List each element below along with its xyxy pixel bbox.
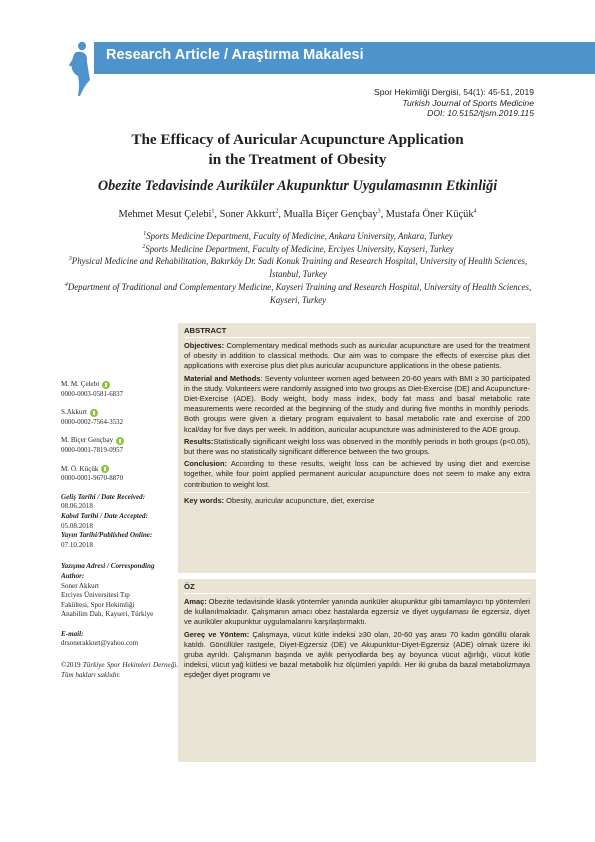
- journal-logo-icon: [66, 40, 94, 98]
- date-received: 08.06.2018: [61, 502, 93, 511]
- oz-amac: Amaç: Obezite tedavisinde klasik yöntemler yanında auriküler akupunktur gibi tamamlayıcı tıp yöntemleri de kullanılmaktadır. Çalışmanın amacı obez hastalarda egzersiz ve diyet uygulaması ile egzersiz, diyet ve auriküler akupunktur uygulamalarını karşılaştırmaktı.: [184, 597, 531, 627]
- correspondence-label: Yazışma Adresi / Corresponding Author:: [61, 562, 155, 580]
- sidebar-author: M. Biçer Gençbay: [61, 436, 178, 446]
- oz-gerec: Gereç ve Yöntem: Çalışmaya, vücut kütle indeksi ≥30 olan, 20-60 yaş arası 70 kadın gönüllü olarak katıldı. Gönüllüler rastgele, Diyet-Egzersiz (DE) ve Akupunktur-Diyet-Egzersiz (ADE) olmak üzere iki gruba ayrıldı. Çalışmanın başında ve aylık periyodlarda beş ay boyunca vücut ağırlığı, vücut kütle indeksi, vücut yağ kütlesi ve bazal metabolik hız ölçümleri yapıldı. Her iki gruba da bazal metabolizmaya eşdeğer diyet programı ve: [184, 629, 530, 680]
- journal-citation: Spor Hekimliği Dergisi, 54(1): 45-51, 2019: [373, 87, 534, 97]
- sidebar-author: M. M. Çelebi: [61, 380, 178, 390]
- article-title-line1: The Efficacy of Auricular Acupuncture Application: [131, 131, 464, 148]
- date-published-label: Yayın Tarihi/Published Online:: [61, 531, 153, 540]
- divider: [184, 492, 530, 493]
- orcid-id[interactable]: 0000-0003-0581-6837: [61, 390, 124, 398]
- date-accepted: 05.08.2018: [61, 521, 93, 530]
- author-name: Soner Akkurt: [219, 209, 276, 220]
- divider: [184, 593, 530, 594]
- sidebar-author: S.Akkurt: [61, 408, 178, 418]
- author-list: Mehmet Mesut Çelebi$^1$, Soner Akkurt$^2$, Mualla Biçer Gençbay$^3$, Mustafa Öner Küçük$^4$: [118, 208, 477, 220]
- orcid-icon[interactable]: [90, 409, 98, 417]
- orcid-icon[interactable]: [116, 437, 124, 445]
- affiliation: $^3$Physical Medicine and Rehabilitation, Bakırköy Dr. Sadi Konuk Training and Research Hospital, University of Health Sciences, İstanbul, Turkey: [68, 256, 528, 280]
- correspondence-line: Erciyes Üniversitesi Tıp: [61, 591, 130, 600]
- doi[interactable]: DOI: 10.5152/tjsm.2019.115: [427, 108, 534, 118]
- abstract-conclusion: Conclusion: According to these results, weight loss can be achieved by using diet and exercise together, while four point applied permanent auricular acupuncture does not seem to make any extra contribution to weight lost.: [184, 459, 530, 489]
- author-affil-sup: 4: [473, 208, 477, 215]
- article-title: [0, 130, 595, 170]
- correspondence-line: Anabilim Dalı, Kayseri, Türkiye: [61, 610, 154, 619]
- abstract-heading: ABSTRACT: [184, 326, 227, 335]
- divider: [184, 337, 530, 338]
- orcid-id[interactable]: 0000-0001-9670-8870: [61, 475, 124, 483]
- oz-box: [178, 579, 536, 762]
- date-accepted-label: Kabul Tarihi / Date Accepted:: [61, 511, 148, 520]
- orcid-icon[interactable]: [101, 465, 109, 473]
- email-label: E-mail:: [61, 629, 84, 638]
- correspondence-line: Soner Akkurt: [61, 581, 100, 590]
- author-affil-sup: 1: [211, 208, 215, 215]
- author-name: Mualla Biçer Gençbay: [283, 209, 378, 220]
- affiliation: $^1$Sports Medicine Department, Faculty of Medicine, Ankara University, Ankara, Turkey: [143, 231, 453, 241]
- copyright: ©2019 Türkiye Spor Hekimleri Derneği. Tüm hakları saklıdır.: [61, 661, 178, 679]
- affiliations: [58, 230, 538, 306]
- email-link[interactable]: drsonerakkurt@yahoo.com: [61, 639, 139, 648]
- article-type-label: Research Article / Araştırma Makalesi: [106, 47, 364, 63]
- author-name: Mehmet Mesut Çelebi: [118, 209, 212, 220]
- correspondence-line: Fakültesi, Spor Hekimliği: [61, 600, 135, 609]
- author-name: Mustafa Öner Küçük: [385, 209, 474, 220]
- article-info-sidebar: [61, 380, 178, 680]
- abstract-results: Results:Statistically significant weight loss was observed in the monthly periods in both groups (p<0.05), but there was no statistically significant difference between the two groups.: [184, 436, 530, 457]
- affiliation: $^4$Department of Traditional and Complementary Medicine, Kayseri Training and Research Hospital, University of Health Sciences, Kayseri, Turkey: [64, 281, 532, 305]
- article-title-turkish: Obezite Tedavisinde Auriküler Akupunktur Uygulamasının Etkinliği: [97, 178, 498, 194]
- orcid-id[interactable]: 0000-0002-7564-3532: [61, 418, 124, 426]
- orcid-id[interactable]: 0000-0001-7819-0957: [61, 446, 124, 454]
- author-affil-sup: 2: [275, 208, 279, 215]
- abstract-box: [178, 323, 536, 573]
- sidebar-author: M. Ö. Küçük: [61, 465, 178, 475]
- orcid-icon[interactable]: [102, 381, 110, 389]
- date-published: 07.10.2018: [61, 540, 93, 549]
- journal-name: Turkish Journal of Sports Medicine: [402, 98, 534, 108]
- keywords: Key words: Obesity, auricular acupuncture, diet, exercise: [184, 495, 375, 505]
- oz-heading: ÖZ: [184, 582, 195, 591]
- author-affil-sup: 3: [377, 208, 381, 215]
- abstract-objectives: Objectives: Complementary medical methods such as auricular acupuncture are used for the treatment of obesity in addition to classical methods. Our aim was to compare the effects of exercise plus diet applications with exercise plus diet plus auricular acupuncture applications in the obese patients.: [184, 341, 530, 371]
- affiliation: $^2$Sports Medicine Department, Faculty of Medicine, Erciyes University, Kayseri, Turkey: [142, 243, 454, 254]
- abstract-methods: Material and Methods: Seventy volunteer women aged between 20-60 years with BMI ≥ 30 participated in the study. Volunteers were randomly assigned into two groups as Diet-Exercise (DE) and Acupuncture-Diet-Exercise (ADE). Body weight, body mass index, body fat mass and basal metabolic rate measurements were recorded at the beginning of the study and during five months in monthly periods. Both groups were given a dietary program equivalent to basal metabolic rate and exercise of 200 kcal/day for five days per week. In addition, auricular acupuncture was administered to the ADE group.: [184, 373, 530, 434]
- article-title-line2: in the Treatment of Obesity: [208, 151, 387, 168]
- date-received-label: Geliş Tarihi / Date Received:: [61, 492, 146, 501]
